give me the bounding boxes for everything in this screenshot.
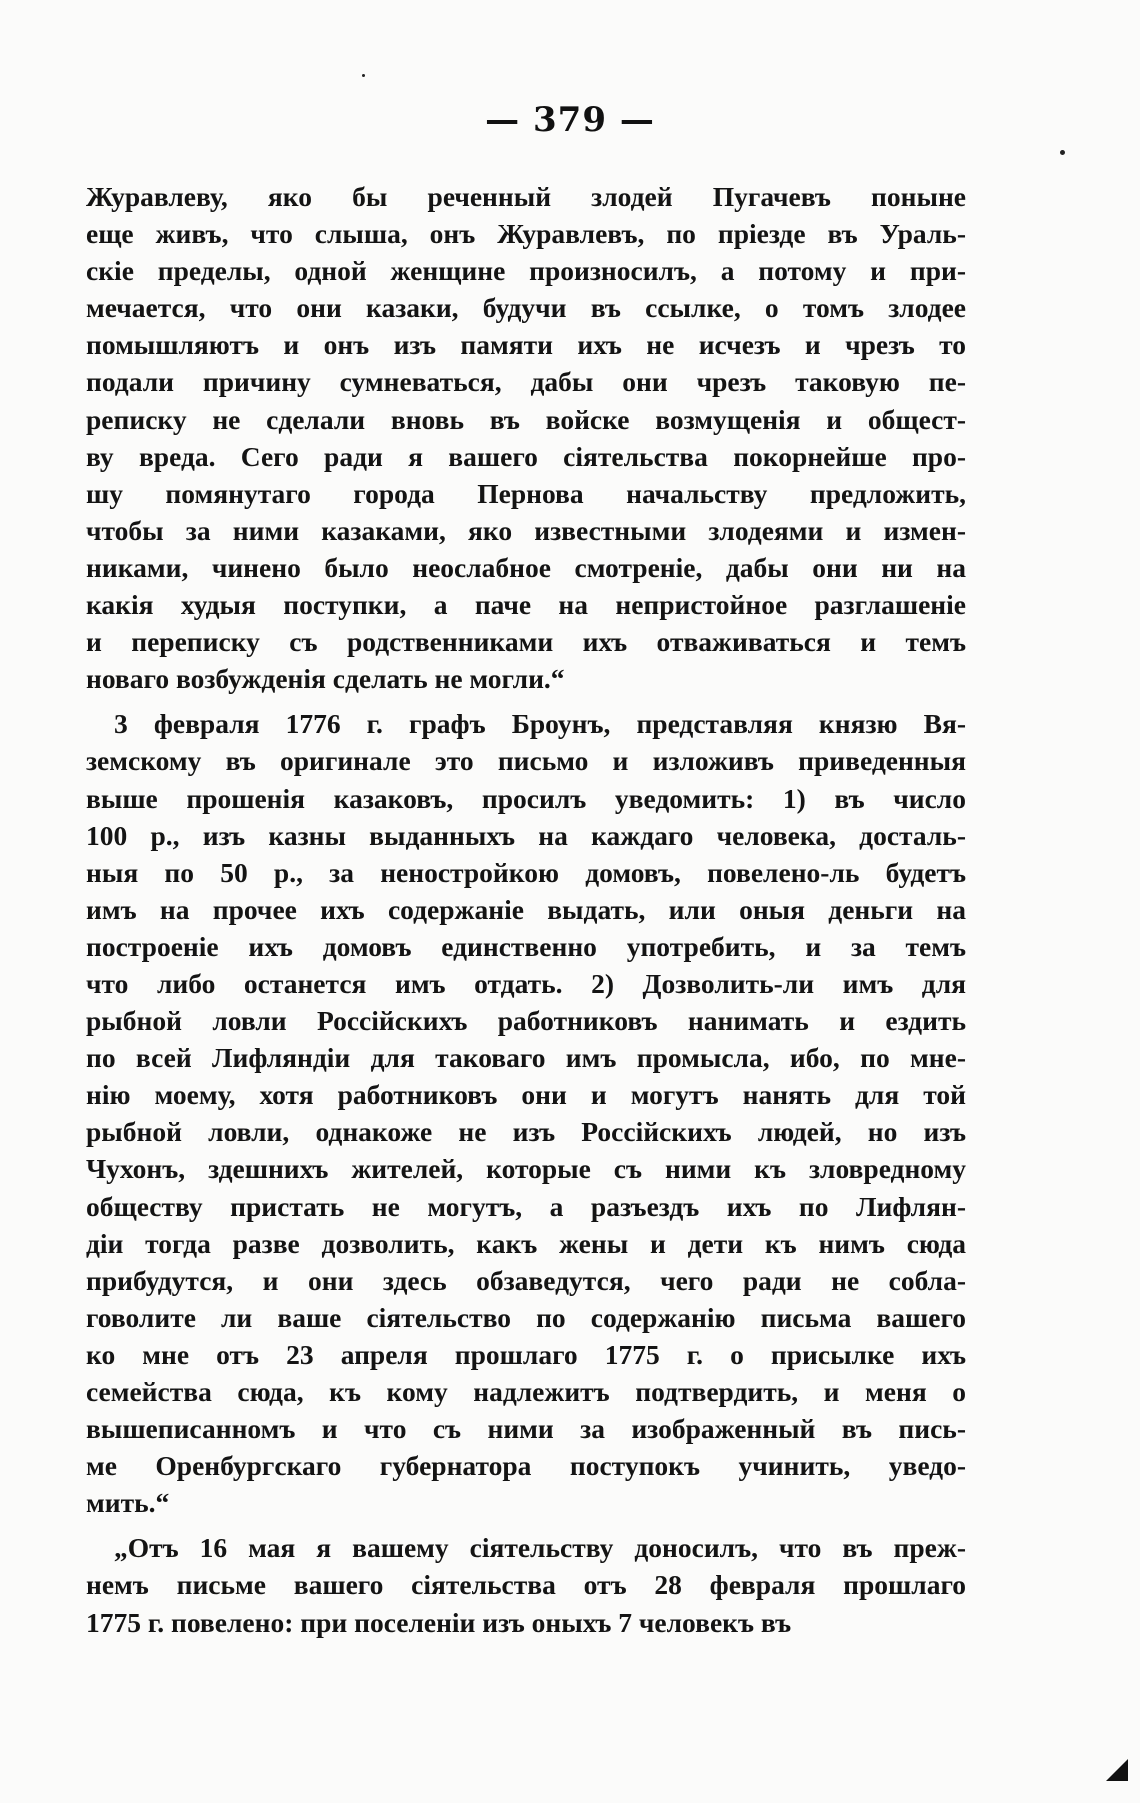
text-line: что либо останется имъ отдать. 2) Дозволить-ли имъ для [86,967,966,999]
text-line: „Отъ 16 мая я вашему сiятельству доносилъ, что въ преж- [114,1532,966,1564]
text-line: ме Оренбургскаго губернатора поступокъ учинить, уведо- [86,1450,966,1482]
text-line: помышляютъ и онъ изъ памяти ихъ не исчезъ и чрезъ то [86,329,966,361]
text-line: Журавлеву, яко бы реченный злодей Пугачевъ поныне [86,181,966,212]
text-line: мечается, что они казаки, будучи въ ссылке, о томъ злодее [86,292,966,324]
text-line: скiе пределы, одной женщине произносилъ, а потому и при- [86,255,966,287]
text-line: 3 февраля 1776 г. графъ Броунъ, представляя князю Вя- [114,708,966,740]
text-line: вышеписанномъ и что съ ними за изображенный въ пись- [86,1413,966,1445]
text-line: никами, чинено было неослабное смотренiе, дабы они ни на [86,551,966,583]
text-line: ныя по 50 р., за неностройкою домовъ, повелено-ль будетъ [86,856,966,888]
text-line: реписку не сделали вновь въ войске возмущенiя и общест- [86,403,966,435]
text-line: выше прошенiя казаковъ, просилъ уведомить: 1) въ число [86,782,966,814]
text-line: еще живъ, что слыша, онъ Журавлевъ, по прiезде въ Ураль- [86,218,966,250]
stray-mark-dot [362,74,365,77]
text-line: рыбной ловли Россiйскихъ работниковъ нанимать и ездить [86,1005,966,1037]
text-line: говолите ли ваше сiятельство по содержанiю письма вашего [86,1301,966,1333]
paragraph [86,1529,966,1640]
text-line: прибудутся, и они здесь обзаведутся, чего ради не собла- [86,1264,966,1296]
text-line: дiи тогда разве дозволить, какъ жены и дети къ нимъ сюда [86,1227,966,1259]
text-line: семейства сюда, къ кому надлежитъ подтвердить, и меня о [86,1376,966,1407]
text-line: Чухонъ, здешнихъ жителей, которые съ ними къ зловредному [86,1153,966,1185]
page-corner-mark [1106,1759,1128,1781]
text-line: и переписку съ родственниками ихъ отваживаться и темъ [86,626,966,658]
text-line: по всей Лифляндiи для таковаго имъ промысла, ибо, по мне- [86,1042,966,1074]
body-text [86,178,966,1641]
paragraph-gap [86,697,966,705]
paragraph [86,178,966,697]
text-line: нiю моему, хотя работниковъ они и могутъ нанять для той [86,1079,966,1111]
text-line: шу помянутаго города Пернова начальству предложить, [86,477,966,509]
text-line: какiя худыя поступки, а паче на непристойное разглашенiе [86,589,966,621]
text-line: обществу пристать не могутъ, а разъездъ ихъ по Лифлян- [86,1190,966,1222]
text-line: новаго возбужденiя сделать не могли.“ [86,663,565,695]
text-line: земскому въ оригинале это письмо и изложивъ приведенныя [86,745,966,777]
text-line: 1775 г. повелено: при поселенiи изъ оныхъ 7 человекъ въ [86,1606,792,1638]
text-line: мить.“ [86,1487,170,1519]
text-line: чтобы за ними казаками, яко известными злодеями и измен- [86,514,966,546]
text-line: немъ письме вашего сiятельства отъ 28 февраля прошлаго [86,1569,966,1601]
text-line: имъ на прочее ихъ содержанiе выдать, или оныя деньги на [86,893,966,925]
text-line: 100 р., изъ казны выданныхъ на каждаго человека, досталь- [86,819,966,851]
paragraph [86,705,966,1521]
paragraph-gap [86,1521,966,1529]
text-line: построенiе ихъ домовъ единственно употребить, и за темъ [86,930,966,962]
text-line: подали причину сумневаться, дабы они чрезъ таковую пе- [86,366,966,398]
text-line: рыбной ловли, однакоже не изъ Россiйскихъ людей, но изъ [86,1116,966,1148]
text-line: ву вреда. Сего ради я вашего сiятельства покорнейше про- [86,440,966,472]
stray-mark-dot [1060,150,1065,155]
page-number: — 379 — [485,100,655,140]
text-line: ко мне отъ 23 апреля прошлаго 1775 г. о присылке ихъ [86,1338,966,1370]
